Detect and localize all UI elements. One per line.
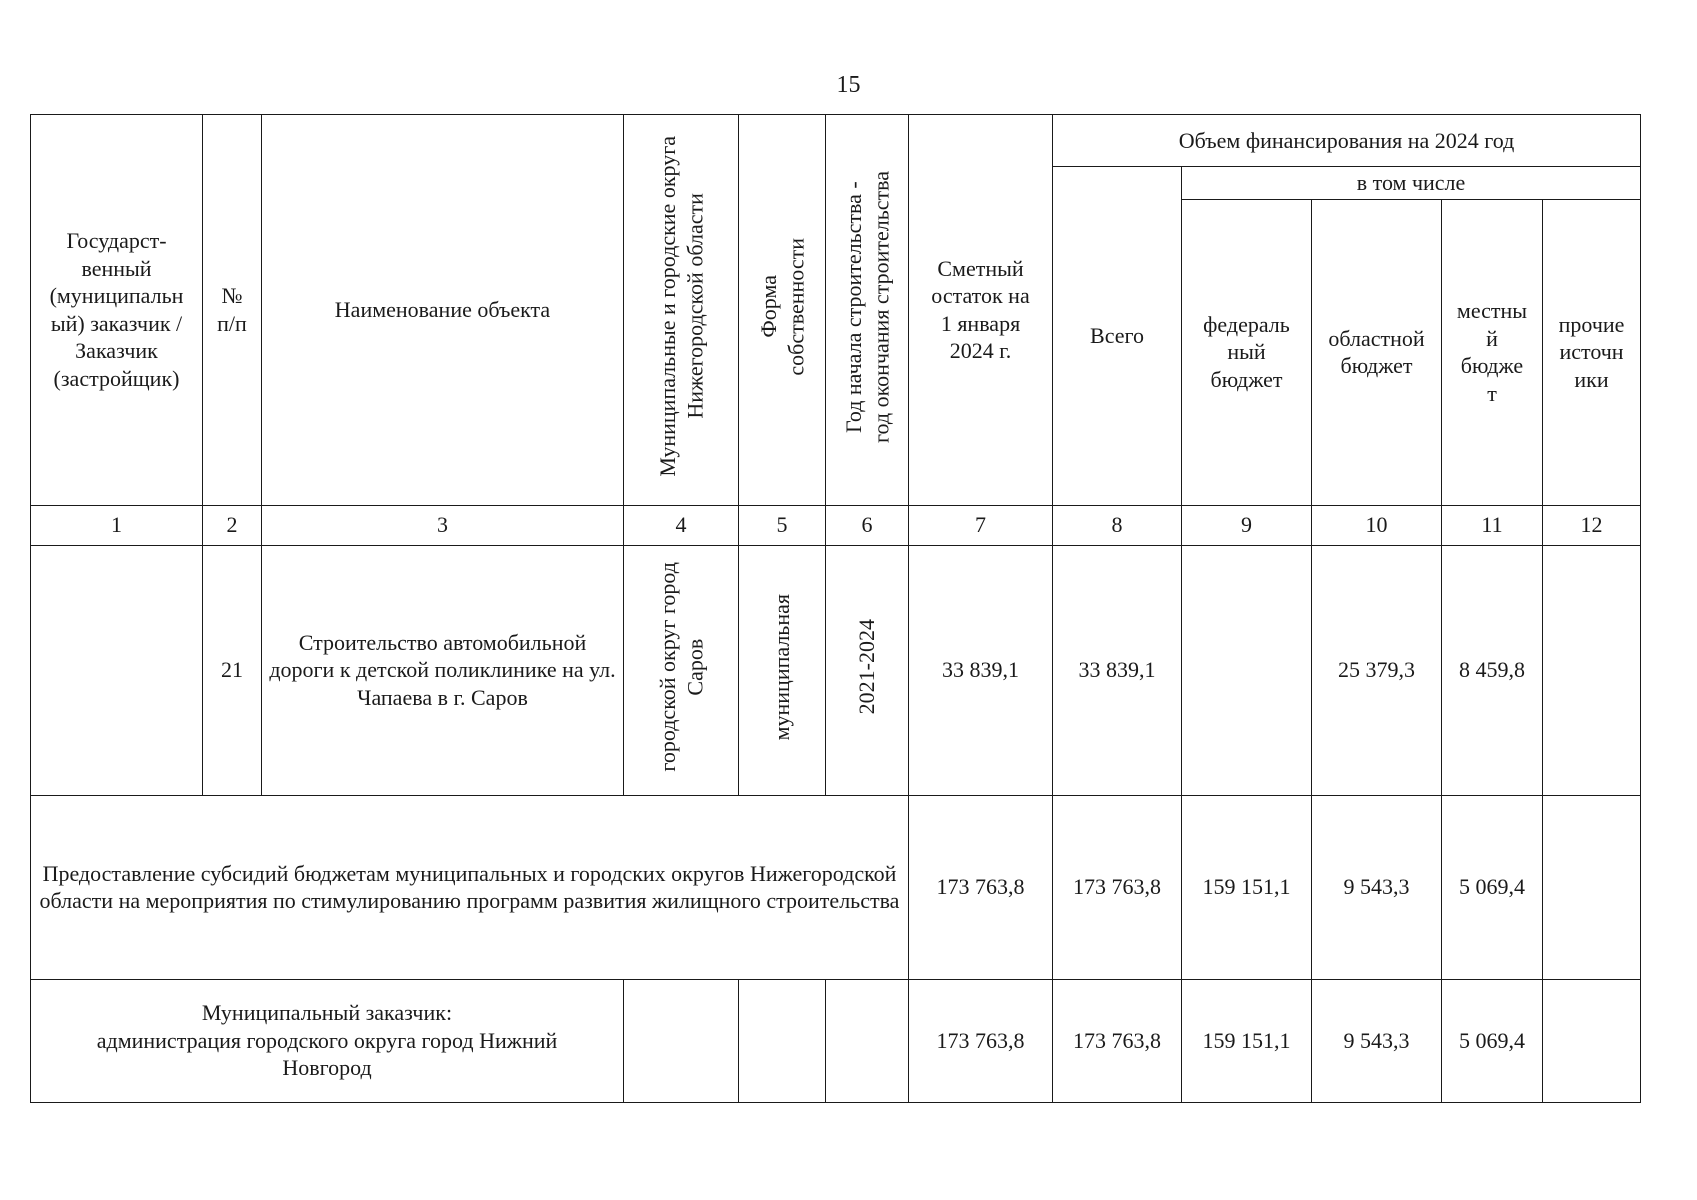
column-number: 5 — [739, 505, 826, 545]
object-district-text: городской округ город Саров — [654, 561, 707, 772]
subsidy-total: 173 763,8 — [1053, 795, 1182, 979]
header-total: Всего — [1053, 167, 1182, 506]
column-number: 6 — [826, 505, 909, 545]
column-number: 2 — [203, 505, 262, 545]
column-number: 11 — [1442, 505, 1543, 545]
subsidy-local: 5 069,4 — [1442, 795, 1543, 979]
header-ownership-text: Форма собственности — [755, 237, 808, 376]
header-district — [624, 115, 739, 506]
customer-local: 5 069,4 — [1442, 979, 1543, 1102]
header-years-text: Год начала строительства - год окончания строительства — [840, 170, 893, 443]
customer-regional: 9 543,3 — [1312, 979, 1442, 1102]
customer-other — [1543, 979, 1641, 1102]
object-local: 8 459,8 — [1442, 545, 1543, 795]
financing-table — [30, 114, 1641, 1103]
header-funding-group: Объем финансирования на 2024 год — [1053, 115, 1641, 167]
object-years-text: 2021-2024 — [854, 619, 880, 715]
subsidy-other — [1543, 795, 1641, 979]
customer-estimate-balance: 173 763,8 — [909, 979, 1053, 1102]
customer-federal: 159 151,1 — [1182, 979, 1312, 1102]
object-ownership-text: муниципальная — [769, 593, 795, 740]
subsidy-title: Предоставление субсидий бюджетам муниципальных и городских округов Нижегородской области на мероприятия по стимулированию программ развития жилищного строительства — [31, 795, 909, 979]
object-other — [1543, 545, 1641, 795]
object-name: Строительство автомобильной дороги к детской поликлинике на ул. Чапаева в г. Саров — [262, 545, 624, 795]
table-row-object — [31, 545, 1641, 795]
header-estimate-balance: Сметный остаток на 1 января 2024 г. — [909, 115, 1053, 506]
column-number: 4 — [624, 505, 739, 545]
column-number: 9 — [1182, 505, 1312, 545]
column-number: 12 — [1543, 505, 1641, 545]
customer-ownership — [739, 979, 826, 1102]
header-years — [826, 115, 909, 506]
column-number: 3 — [262, 505, 624, 545]
object-years — [826, 545, 909, 795]
object-customer — [31, 545, 203, 795]
header-district-text: Муниципальные и городские округа Нижегородской области — [654, 136, 707, 477]
header-federal: федераль ный бюджет — [1182, 199, 1312, 505]
object-federal — [1182, 545, 1312, 795]
customer-title: Муниципальный заказчик: администрация городского округа город Нижний Новгород — [31, 979, 624, 1102]
header-regional: областной бюджет — [1312, 199, 1442, 505]
header-ownership — [739, 115, 826, 506]
object-estimate-balance: 33 839,1 — [909, 545, 1053, 795]
table-row-subsidy — [31, 795, 1641, 979]
object-ownership — [739, 545, 826, 795]
header-object-name: Наименование объекта — [262, 115, 624, 506]
object-district — [624, 545, 739, 795]
subsidy-regional: 9 543,3 — [1312, 795, 1442, 979]
object-total: 33 839,1 — [1053, 545, 1182, 795]
column-number: 7 — [909, 505, 1053, 545]
column-number: 8 — [1053, 505, 1182, 545]
customer-years — [826, 979, 909, 1102]
table-row-customer — [31, 979, 1641, 1102]
header-customer: Государст- венный (муниципальн ый) заказчик / Заказчик (застройщик) — [31, 115, 203, 506]
header-including: в том числе — [1182, 167, 1641, 200]
column-number-row — [31, 505, 1641, 545]
object-number: 21 — [203, 545, 262, 795]
page-number: 15 — [836, 72, 861, 98]
column-number: 10 — [1312, 505, 1442, 545]
object-regional: 25 379,3 — [1312, 545, 1442, 795]
customer-district — [624, 979, 739, 1102]
column-number: 1 — [31, 505, 203, 545]
customer-total: 173 763,8 — [1053, 979, 1182, 1102]
subsidy-estimate-balance: 173 763,8 — [909, 795, 1053, 979]
subsidy-federal: 159 151,1 — [1182, 795, 1312, 979]
header-other: прочие источн ики — [1543, 199, 1641, 505]
header-local: местны й бюдже т — [1442, 199, 1543, 505]
header-number: № п/п — [203, 115, 262, 506]
